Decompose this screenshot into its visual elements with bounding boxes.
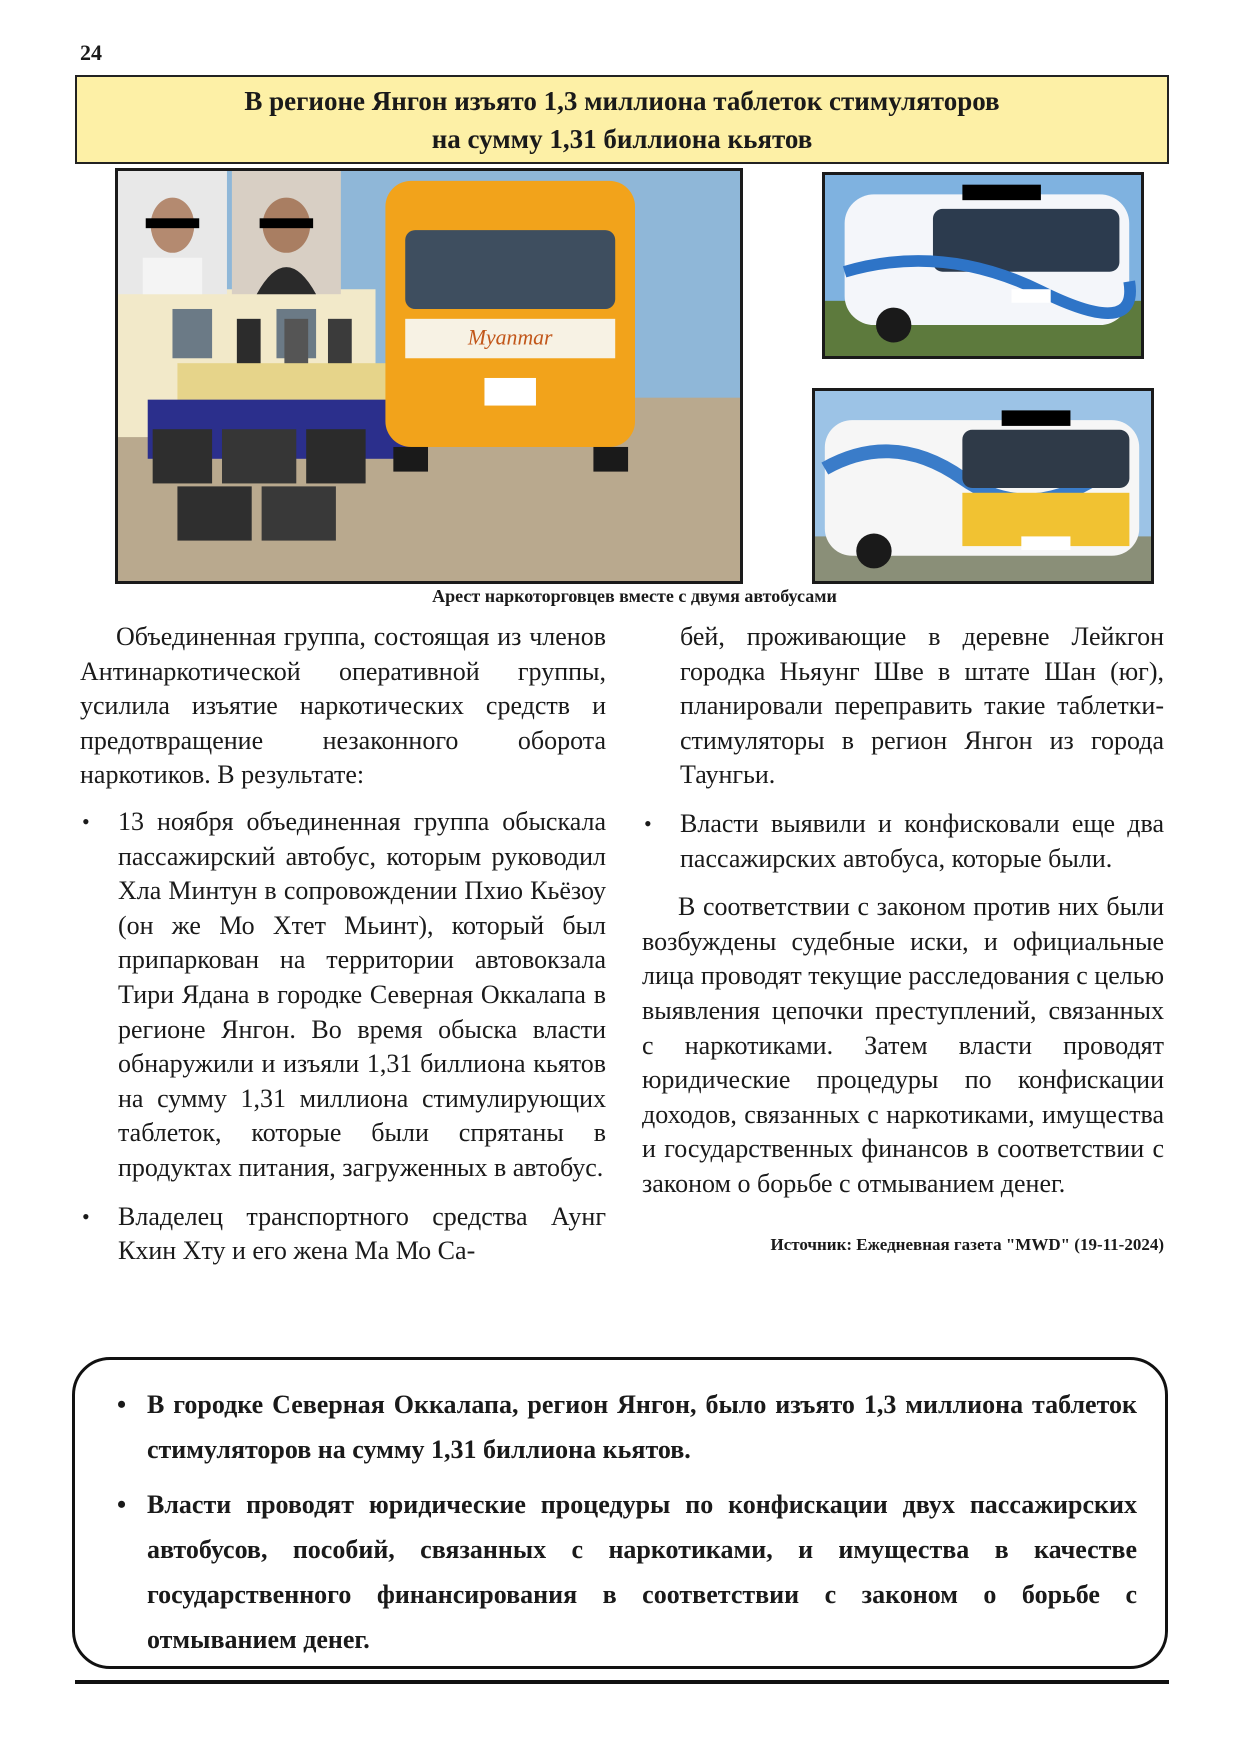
headline-banner (75, 75, 1169, 164)
seized-bus-1-illustration (825, 175, 1141, 356)
page-number: 24 (80, 40, 102, 65)
arrest-photo (115, 168, 743, 584)
headline-line-2: на сумму 1,31 биллиона кьятов (431, 123, 813, 154)
seized-bus-2-illustration (815, 391, 1151, 581)
article-bullet: • Власти выявили и конфисковали еще два пассажирских автобуса, которые были. (642, 807, 1164, 876)
article-column-right (642, 620, 1164, 1262)
article-closing: В соответствии с законом против них были возбуждены судебные иски, и официальные лица проводят текущие расследования с целью выявления цепочки преступлений, связанных с наркотиками. Затем власти проводят юридические процедуры по конфискации доходов, связанных с наркотиками, имущества и государственных финансов в соответствии с законом о борьбе с отмыванием денег. (642, 892, 1164, 1198)
summary-box (72, 1357, 1168, 1669)
summary-list (95, 1382, 1137, 1662)
bus-front (385, 181, 635, 447)
article-column-left (80, 620, 606, 1283)
summary-item: • Власти проводят юридические процедуры по конфискации двух пассажирских автобусов, пособий, связанных с наркотиками, и имущества в качестве государственного финансирования в соответствии с законом о борьбе с отмыванием денег. (95, 1482, 1137, 1662)
summary-item: • В городке Северная Оккалапа, регион Янгон, было изъято 1,3 миллиона таблеток стимуляторов на сумму 1,31 биллиона кьятов. (95, 1382, 1137, 1472)
article-bullet-list-right (642, 807, 1164, 876)
article-bullet-continuation: бей, проживающие в деревне Лейкгон городка Ньяунг Шве в штате Шан (юг), планировали переправить такие таблетки-стимуляторы в регион Янгон из города Таунгьи. (680, 622, 1164, 790)
article-bullet-list-left (80, 805, 606, 1269)
photo-caption: Арест наркоторговцев вместе с двумя автобусами (432, 586, 837, 606)
bottom-divider (75, 1680, 1169, 1684)
bus-banner: Myanmar (467, 325, 553, 350)
article-bullet: • Владелец транспортного средства Аунг Кхин Хту и его жена Ма Мо Са- (80, 1200, 606, 1269)
arrest-photo-illustration (118, 171, 740, 581)
article-bullet: • 13 ноября объединенная группа обыскала пассажирский автобус, которым руководил Хла Минтун в сопровождении Пхио Кьёзоу (он же Мо Хтет Мьинт), который был припаркован на территории автовокзала Тири Ядана в городке Северная Оккалапа в регионе Янгон. Во время обыска власти обнаружили и изъяли 1,31 биллиона кьятов на сумму 1,31 миллиона стимулирующих таблеток, которые были спрятаны в продуктах питания, загруженных в автобус. (80, 805, 606, 1186)
seized-bus-photo-2 (812, 388, 1154, 584)
seized-bus-photo-1 (822, 172, 1144, 359)
article-source: Источник: Ежедневная газета "MWD" (19-11-2024) (770, 1234, 1164, 1254)
headline-line-1: В регионе Янгон изъято 1,3 миллиона таблеток стимуляторов (244, 85, 1000, 116)
article-intro: Объединенная группа, состоящая из членов Антинаркотической оперативной группы, усилила изъятие наркотических средств и предотвращение незаконного оборота наркотиков. В результате: (80, 622, 606, 790)
